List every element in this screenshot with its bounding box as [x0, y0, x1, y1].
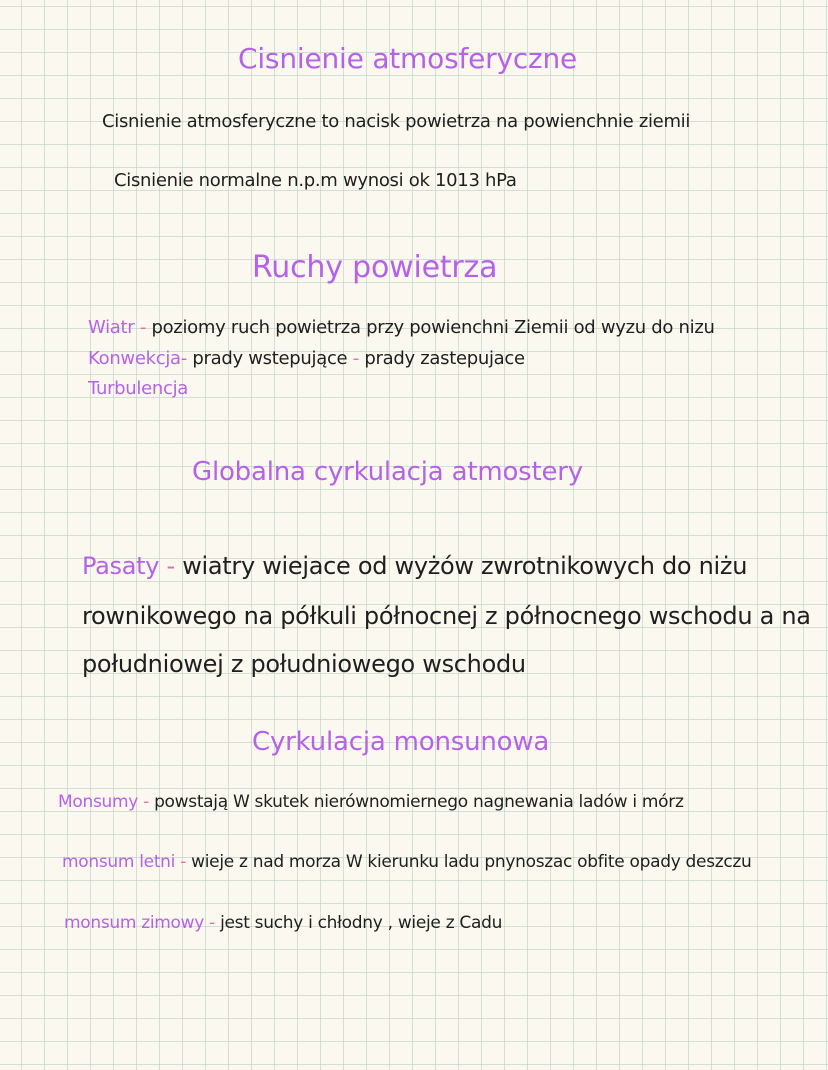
wiatr-term: Wiatr	[88, 317, 135, 338]
wiatr-definition: poziomy ruch powietrza przy powienchni Ziemii od wyzu do nizu	[151, 317, 715, 338]
turbulencja-term: Turbulencja	[88, 378, 189, 399]
monsum-zimowy-definition: jest suchy i chłodny , wieje z Cadu	[220, 913, 503, 933]
monsum-letni-line	[62, 852, 752, 872]
konwekcja-term: Konwekcja-	[88, 348, 187, 369]
konwekcja-line	[88, 348, 525, 369]
normal-pressure-text: Cisnienie normalne n.p.m wynosi ok 1013 hPa	[114, 170, 517, 191]
monsum-zimowy-term: monsum zimowy	[64, 913, 205, 933]
konwekcja-definition-1: prady wstepujące	[192, 348, 348, 369]
konwekcja-separator: -	[352, 348, 359, 369]
pasaty-line-2: rownikowego na półkuli północnej z północnego wschodu a na	[82, 602, 811, 630]
monsumy-definition: powstają W skutek nierównomiernego nagnewania ladów i mórz	[154, 792, 684, 812]
monsum-zimowy-line	[64, 913, 502, 933]
heading-cyrkulacja-monsunowa: Cyrkulacja monsunowa	[252, 727, 550, 757]
monsumy-line	[58, 792, 684, 812]
monsumy-term: Monsumy	[58, 792, 138, 812]
heading-ruchy-powietrza: Ruchy powietrza	[252, 250, 498, 285]
monsum-letni-definition: wieje z nad morza W kierunku ladu pnynoszac obfite opady deszczu	[191, 852, 752, 872]
heading-cisnienie: Cisnienie atmosferyczne	[238, 42, 578, 75]
heading-globalna-cyrkulacja: Globalna cyrkulacja atmostery	[192, 457, 583, 487]
konwekcja-definition-2: prady zastepujace	[364, 348, 525, 369]
definition-cisnienie: Cisnienie atmosferyczne to nacisk powietrza na powienchnie ziemii	[102, 111, 691, 132]
pasaty-line-1	[82, 552, 747, 580]
pasaty-separator: -	[166, 552, 175, 580]
pasaty-definition-1: wiatry wiejace od wyżów zwrotnikowych do niżu	[182, 552, 748, 580]
pasaty-line-3: południowej z południowego wschodu	[82, 650, 526, 678]
pasaty-term: Pasaty	[82, 552, 160, 580]
monsum-zimowy-separator: -	[209, 913, 215, 933]
monsum-letni-term: monsum letni	[62, 852, 176, 872]
monsumy-separator: -	[143, 792, 149, 812]
wiatr-line	[88, 317, 715, 338]
wiatr-separator: -	[139, 317, 147, 338]
monsum-letni-separator: -	[180, 852, 187, 872]
